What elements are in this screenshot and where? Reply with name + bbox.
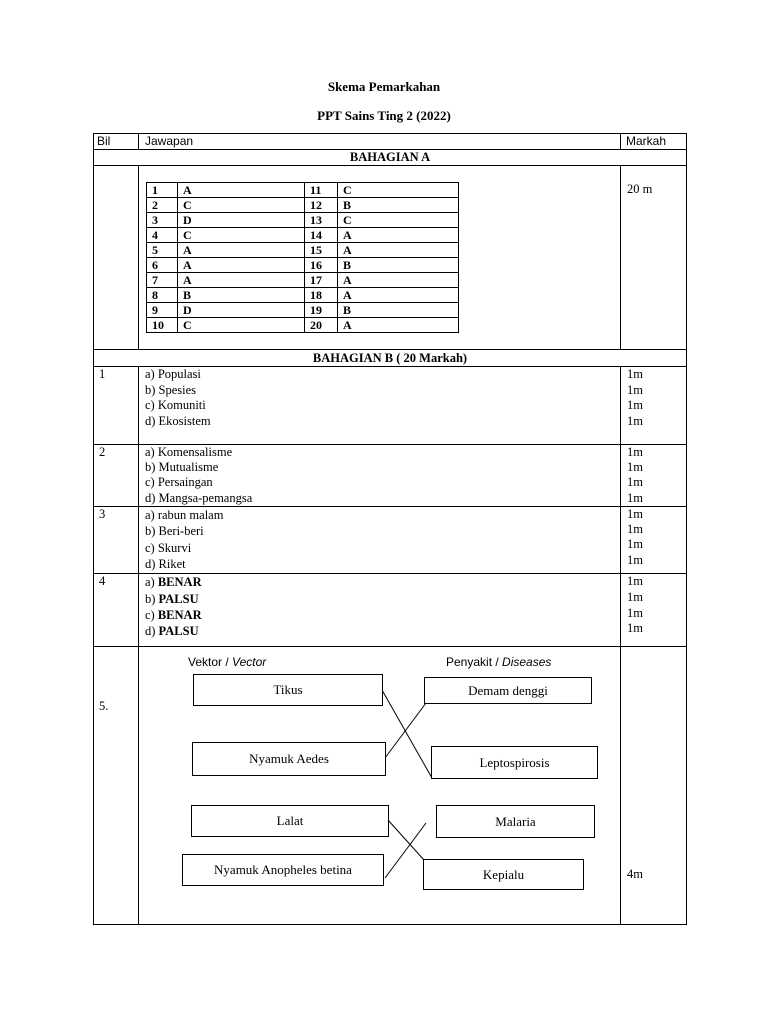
table-row: 10 C 20 A — [147, 318, 459, 333]
answer-line: d) Riket — [145, 557, 186, 571]
mark: 1m — [627, 491, 643, 505]
vector-box: Lalat — [191, 805, 389, 837]
header-markah: Markah — [626, 134, 667, 148]
answer-line: c) Persaingan — [145, 475, 213, 489]
section-a-marks: 20 m — [627, 182, 653, 196]
document-subtitle: PPT Sains Ting 2 (2022) — [317, 108, 451, 123]
answer-line: a) rabun malam — [145, 508, 224, 522]
mark: 1m — [627, 367, 643, 381]
mark: 1m — [627, 460, 643, 474]
table-row: 4 C 14 A — [147, 228, 459, 243]
match-line — [385, 703, 426, 758]
disease-box: Leptospirosis — [431, 746, 598, 779]
vector-box: Tikus — [193, 674, 383, 706]
answer-line: b) Beri-beri — [145, 524, 204, 538]
vector-box: Nyamuk Aedes — [192, 742, 386, 776]
answer-line: b) Mutualisme — [145, 460, 219, 474]
answer-line: c) BENAR — [145, 608, 202, 622]
mark: 1m — [627, 414, 643, 428]
disease-box: Kepialu — [423, 859, 584, 890]
mark: 1m — [627, 383, 643, 397]
mark: 1m — [627, 537, 643, 551]
disease-box: Demam denggi — [424, 677, 592, 704]
mark: 1m — [627, 522, 643, 536]
table-row: 2 C 12 B — [147, 198, 459, 213]
match-line — [385, 823, 426, 878]
answer-line: b) Spesies — [145, 383, 197, 397]
match-line — [388, 820, 424, 860]
table-row: 8 B 18 A — [147, 288, 459, 303]
mark: 1m — [627, 475, 643, 489]
header-bil: Bil — [97, 134, 111, 148]
table-row: 6 A 16 B — [147, 258, 459, 273]
mark: 1m — [627, 590, 643, 604]
q1-bil: 1 — [99, 367, 106, 381]
header-jawapan: Jawapan — [145, 134, 194, 148]
q5-marks: 4m — [627, 867, 643, 881]
q3-bil: 3 — [99, 507, 106, 521]
q4-bil: 4 — [99, 574, 106, 588]
table-row: 7 A 17 A — [147, 273, 459, 288]
section-b-heading: BAHAGIAN B ( 20 Markah) — [312, 351, 468, 365]
document-title: Skema Pemarkahan — [327, 79, 441, 94]
answer-line: c) Komuniti — [145, 398, 206, 412]
mark: 1m — [627, 507, 643, 521]
answer-line: b) PALSU — [145, 592, 199, 606]
table-row: 1 A 11 C — [147, 183, 459, 198]
disease-column-label: Penyakit / Diseases — [446, 655, 552, 669]
mark: 1m — [627, 606, 643, 620]
answer-line: a) BENAR — [145, 575, 202, 589]
answer-line: a) Populasi — [145, 367, 201, 381]
vector-box: Nyamuk Anopheles betina — [182, 854, 384, 886]
mark: 1m — [627, 445, 643, 459]
section-a-heading: BAHAGIAN A — [349, 150, 431, 164]
answer-line: c) Skurvi — [145, 541, 192, 555]
table-row: 9 D 19 B — [147, 303, 459, 318]
answer-line: a) Komensalisme — [145, 445, 233, 459]
table-row: 5 A 15 A — [147, 243, 459, 258]
table-row: 3 D 13 C — [147, 213, 459, 228]
answer-line: d) Mangsa-pemangsa — [145, 491, 253, 505]
vector-column-label: Vektor / Vector — [188, 655, 267, 669]
disease-box: Malaria — [436, 805, 595, 838]
q5-bil: 5. — [99, 699, 109, 713]
mark: 1m — [627, 398, 643, 412]
mark: 1m — [627, 553, 643, 567]
mark: 1m — [627, 621, 643, 635]
answer-line: d) PALSU — [145, 624, 199, 638]
answer-line: d) Ekosistem — [145, 414, 211, 428]
mark: 1m — [627, 574, 643, 588]
q2-bil: 2 — [99, 445, 106, 459]
